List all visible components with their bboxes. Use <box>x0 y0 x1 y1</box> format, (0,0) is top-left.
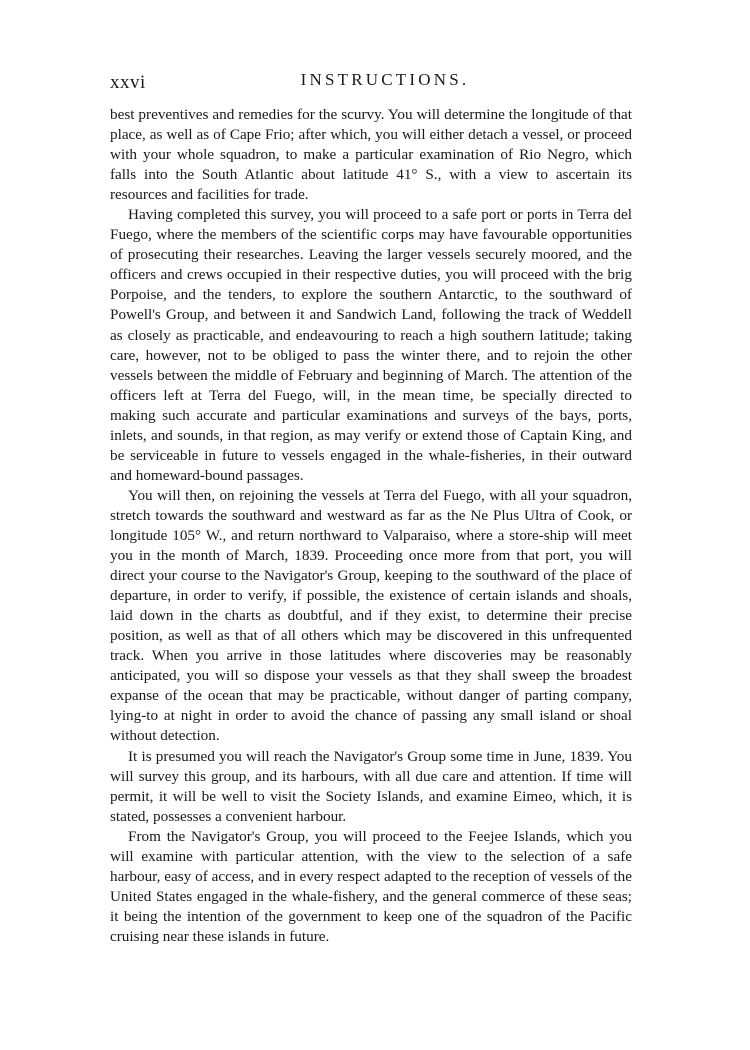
running-head: INSTRUCTIONS. <box>300 70 470 89</box>
paragraph-terra-del-fuego: Having completed this survey, you will proceed to a safe port or ports in Terra del Fuego, where the members of the scientific corps may have favourable opportunities of prosecuting their researches. Leaving the larger vessels securely moored, and the officers and crews occupied in their respective duties, you will proceed with the brig Porpoise, and the tenders, to explore the southern Antarctic, to the southward of Powell's Group, and between it and Sandwich Land, following the track of Weddell as closely as practicable, and endeavouring to reach a high southern latitude; taking care, however, not to be obliged to pass the winter there, and to rejoin the other vessels between the middle of February and beginning of March. The attention of the officers left at Terra del Fuego, will, in the mean time, be specially directed to making such accurate and particular examinations and surveys of the bays, ports, inlets, and sounds, in that region, as may verify or extend those of Captain King, and be serviceable in future to vessels engaged in the whale-fisheries, in their outward and homeward-bound passages. <box>110 206 632 484</box>
page-number: xxvi <box>110 72 146 93</box>
paragraph-continuation: best preventives and remedies for the scurvy. You will determine the longitude of that place, as well as of Cape Frio; after which, you will either detach a vessel, or proceed with your whole squadron, to make a particular examination of Rio Negro, which falls into the South Atlantic about latitude 41° S., with a view to ascertain its resources and facilities for trade. <box>110 106 632 204</box>
paragraph-navigators-group: It is presumed you will reach the Navigator's Group some time in June, 1839. You will survey this group, and its harbours, with all due care and attention. If time will permit, it will be well to visit the Society Islands, and examine Eimeo, which, it is stated, possesses a convenient harbour. <box>110 747 632 825</box>
page-header <box>110 72 632 98</box>
paragraph-southward-westward: You will then, on rejoining the vessels at Terra del Fuego, with all your squadron, stretch towards the southward and westward as far as the Ne Plus Ultra of Cook, or longitude 105° W., and return northward to Valparaiso, where a store-ship will meet you in the month of March, 1839. Proceeding once more from that port, you will direct your course to the Navigator's Group, keeping to the southward of the place of departure, in order to verify, if possible, the existence of certain islands and shoals, laid down in the charts as doubtful, and if they exist, to determine their precise position, as well as that of all others which may be discovered in this unfrequented track. When you arrive in those latitudes where discoveries may be reasonably anticipated, you will so dispose your vessels as that they shall sweep the broadest expanse of the ocean that may be practicable, without danger of parting company, lying-to at night in order to avoid the chance of passing any small island or shoal without detection. <box>110 486 632 745</box>
body-text <box>110 105 632 947</box>
paragraph-feejee-islands: From the Navigator's Group, you will proceed to the Feejee Islands, which you will examine with particular attention, with the view to the selection of a safe harbour, easy of access, and in every respect adapted to the reception of vessels of the United States engaged in the whale-fishery, and the general commerce of these seas; it being the intention of the government to keep one of the squadron of the Pacific cruising near these islands in future. <box>110 827 632 945</box>
